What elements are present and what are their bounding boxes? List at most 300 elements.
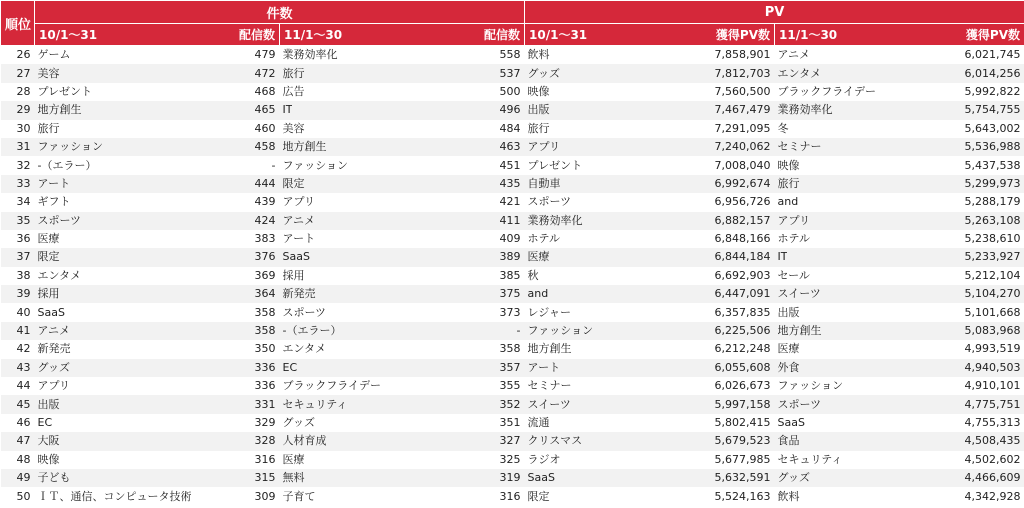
pv-oct-value: 5,802,415	[714, 416, 771, 429]
count-oct-period: 10/1～31	[39, 28, 98, 42]
count-oct-cell	[35, 414, 280, 432]
header-row-groups	[1, 1, 1024, 24]
count-oct-label: EC	[37, 416, 53, 429]
count-oct-label: 医療	[37, 232, 60, 246]
count-nov-label: 広告	[282, 84, 305, 98]
pv-oct-cell	[525, 285, 775, 303]
table-row	[1, 193, 1024, 211]
pv-nov-label: and	[777, 195, 799, 209]
count-oct-value: 336	[254, 379, 276, 393]
count-nov-cell	[280, 120, 525, 138]
count-nov-label: -（エラー）	[282, 324, 342, 338]
count-nov-value: 451	[499, 158, 521, 172]
count-oct-cell	[35, 193, 280, 211]
pv-nov-value: 5,437,538	[964, 158, 1021, 172]
count-nov-value: 385	[499, 268, 521, 282]
count-oct-value: 472	[254, 66, 276, 80]
rank-cell: 28	[1, 83, 35, 101]
count-nov-label: 美容	[282, 121, 305, 135]
pv-nov-period: 11/1～30	[779, 28, 838, 42]
pv-oct-label: 映像	[527, 84, 550, 98]
count-nov-cell	[280, 340, 525, 358]
pv-nov-cell	[775, 230, 1024, 248]
pv-nov-label: アプリ	[777, 213, 811, 227]
count-oct-label: アニメ	[37, 324, 70, 338]
pv-nov-label: スイーツ	[777, 287, 821, 301]
rank-cell: 45	[1, 395, 35, 413]
rank-cell: 50	[1, 487, 35, 505]
pv-nov-label: 地方創生	[777, 324, 822, 338]
pv-nov-label: 食品	[777, 434, 800, 448]
count-oct-cell	[35, 156, 280, 174]
table-row	[1, 359, 1024, 377]
rank-cell: 37	[1, 248, 35, 266]
pv-nov-label: セミナー	[777, 140, 822, 154]
pv-nov-label: 飲料	[777, 489, 800, 503]
rank-cell: 42	[1, 340, 35, 358]
count-oct-cell	[35, 432, 280, 450]
pv-oct-value: 5,679,523	[714, 434, 771, 448]
pv-nov-cell	[775, 285, 1024, 303]
count-oct-value: 358	[254, 324, 276, 338]
rank-cell: 39	[1, 285, 35, 303]
count-oct-value: 350	[254, 342, 276, 356]
pv-nov-value: 6,021,745	[964, 48, 1021, 62]
count-oct-cell	[35, 212, 280, 230]
count-oct-value: 383	[254, 232, 276, 246]
count-oct-cell	[35, 451, 280, 469]
pv-nov-label: 医療	[777, 342, 800, 356]
count-oct-cell	[35, 487, 280, 505]
table-row	[1, 285, 1024, 303]
pv-nov-col: 獲得PV数	[965, 28, 1021, 42]
count-nov-cell	[280, 248, 525, 266]
count-oct-label: エンタメ	[37, 268, 82, 282]
pv-oct-cell	[525, 377, 775, 395]
rank-cell: 34	[1, 193, 35, 211]
count-oct-label: グッズ	[37, 360, 70, 374]
pv-oct-value: 6,357,835	[714, 305, 771, 319]
pv-nov-value: 5,101,668	[964, 305, 1021, 319]
count-oct-label: 旅行	[37, 121, 60, 135]
count-oct-value: 329	[254, 416, 276, 429]
pv-nov-value: 4,910,101	[964, 379, 1021, 393]
count-nov-cell	[280, 487, 525, 505]
table-row	[1, 64, 1024, 82]
count-oct-cell	[35, 248, 280, 266]
pv-nov-label: グッズ	[777, 471, 810, 485]
pv-oct-value: 7,467,479	[714, 103, 771, 117]
count-nov-label: ブラックフライデー	[282, 379, 381, 393]
pv-nov-cell	[775, 267, 1024, 285]
pv-oct-cell	[525, 248, 775, 266]
count-nov-value: 375	[499, 287, 521, 301]
count-nov-label: セキュリティ	[282, 397, 348, 411]
count-nov-label: ファッション	[282, 158, 349, 172]
count-nov-label: エンタメ	[282, 342, 327, 356]
pv-oct-label: アプリ	[527, 140, 561, 154]
pv-nov-value: 5,536,988	[964, 140, 1021, 154]
pv-oct-cell	[525, 83, 775, 101]
count-oct-value: 328	[254, 434, 276, 448]
count-nov-value: 319	[499, 471, 521, 485]
count-nov-value: 325	[499, 452, 521, 466]
pv-oct-label: プレゼント	[527, 158, 583, 172]
count-oct-cell	[35, 469, 280, 487]
count-nov-label: アート	[282, 232, 316, 246]
count-nov-value: 358	[499, 342, 521, 356]
pv-nov-label: アニメ	[777, 48, 810, 62]
pv-nov-cell	[775, 487, 1024, 505]
count-oct-value: 358	[254, 305, 276, 319]
pv-nov-cell	[775, 120, 1024, 138]
rank-cell: 35	[1, 212, 35, 230]
pv-oct-value: 6,225,506	[714, 324, 771, 338]
pv-nov-cell	[775, 377, 1024, 395]
count-oct-cell	[35, 285, 280, 303]
table-row	[1, 395, 1024, 413]
table-row	[1, 340, 1024, 358]
count-nov-label: 採用	[282, 268, 305, 282]
count-oct-cell	[35, 340, 280, 358]
count-nov-cell	[280, 267, 525, 285]
pv-oct-value: 6,447,091	[714, 287, 771, 301]
pv-oct-cell	[525, 432, 775, 450]
pv-nov-label: 映像	[777, 158, 800, 172]
pv-nov-label: 業務効率化	[777, 103, 833, 117]
pv-oct-label: 出版	[527, 103, 550, 117]
pv-nov-cell	[775, 64, 1024, 82]
pv-oct-cell	[525, 193, 775, 211]
pv-nov-value: 5,083,968	[964, 324, 1021, 338]
pv-nov-value: 5,263,108	[964, 213, 1021, 227]
count-oct-label: SaaS	[37, 305, 65, 319]
count-nov-label: アプリ	[282, 195, 316, 209]
count-oct-label: 地方創生	[37, 103, 82, 117]
pv-nov-value: 4,775,751	[964, 397, 1021, 411]
count-nov-cell	[280, 212, 525, 230]
header-row-periods	[1, 24, 1024, 46]
count-nov-cell	[280, 451, 525, 469]
count-oct-cell	[35, 175, 280, 193]
table-row	[1, 303, 1024, 321]
pv-oct-label: 限定	[527, 489, 550, 503]
pv-nov-value: 6,014,256	[964, 66, 1021, 80]
count-nov-label: 業務効率化	[282, 48, 338, 62]
table-row	[1, 156, 1024, 174]
count-nov-value: 558	[499, 48, 521, 62]
pv-oct-cell	[525, 230, 775, 248]
pv-nov-label: エンタメ	[777, 66, 822, 80]
rank-cell: 27	[1, 64, 35, 82]
count-oct-cell	[35, 377, 280, 395]
pv-nov-cell	[775, 303, 1024, 321]
count-oct-label: 映像	[37, 452, 60, 466]
count-oct-cell	[35, 120, 280, 138]
pv-oct-value: 6,956,726	[714, 195, 771, 209]
count-nov-value: 484	[499, 121, 521, 135]
pv-nov-cell	[775, 395, 1024, 413]
pv-oct-label: ファッション	[527, 324, 594, 338]
pv-nov-cell	[775, 83, 1024, 101]
count-nov-value: 500	[499, 84, 521, 98]
count-nov-label: SaaS	[282, 250, 310, 264]
count-oct-value: 315	[254, 471, 276, 485]
pv-nov-cell	[775, 322, 1024, 340]
pv-nov-label: 外食	[777, 360, 800, 374]
pv-nov-cell	[775, 359, 1024, 377]
rank-cell: 33	[1, 175, 35, 193]
rank-cell: 36	[1, 230, 35, 248]
count-oct-label: 出版	[37, 397, 60, 411]
count-nov-cell	[280, 64, 525, 82]
pv-nov-cell	[775, 193, 1024, 211]
count-oct-cell	[35, 267, 280, 285]
count-nov-value: 373	[499, 305, 521, 319]
count-oct-value: 458	[254, 140, 276, 154]
count-nov-cell	[280, 230, 525, 248]
count-oct-label: -（エラー）	[37, 158, 97, 172]
pv-nov-value: 4,993,519	[964, 342, 1021, 356]
pv-nov-value: 5,643,002	[964, 121, 1021, 135]
count-nov-cell	[280, 469, 525, 487]
count-nov-value: 352	[499, 397, 521, 411]
count-nov-value: 435	[499, 176, 521, 190]
rank-cell: 48	[1, 451, 35, 469]
count-oct-label: スポーツ	[37, 213, 82, 227]
count-nov-value: 409	[499, 232, 521, 246]
count-oct-value: 369	[254, 268, 276, 282]
pv-oct-cell	[525, 414, 775, 432]
count-oct-cell	[35, 101, 280, 119]
count-group-header: 件数	[35, 1, 525, 24]
pv-oct-cell	[525, 451, 775, 469]
pv-nov-value: 5,992,822	[964, 84, 1021, 98]
table-row	[1, 120, 1024, 138]
pv-oct-cell	[525, 156, 775, 174]
table-row	[1, 212, 1024, 230]
count-oct-value: 376	[254, 250, 276, 264]
pv-oct-label: SaaS	[527, 471, 555, 485]
pv-nov-cell	[775, 101, 1024, 119]
count-oct-label: 子ども	[37, 471, 71, 485]
pv-oct-cell	[525, 487, 775, 505]
pv-nov-label: 旅行	[777, 176, 800, 190]
table-row	[1, 414, 1024, 432]
count-nov-cell	[280, 285, 525, 303]
pv-oct-cell	[525, 395, 775, 413]
pv-oct-cell	[525, 267, 775, 285]
pv-nov-label: IT	[777, 250, 788, 264]
pv-nov-label: 出版	[777, 305, 800, 319]
pv-oct-value: 7,812,703	[714, 66, 771, 80]
count-oct-value: 444	[254, 176, 276, 190]
pv-nov-cell	[775, 414, 1024, 432]
count-nov-cell	[280, 156, 525, 174]
count-nov-label: IT	[282, 103, 293, 117]
count-oct-value: -	[271, 158, 276, 172]
pv-nov-label: スポーツ	[777, 397, 822, 411]
pv-oct-label: ラジオ	[527, 452, 561, 466]
table-row	[1, 46, 1024, 65]
pv-oct-cell	[525, 469, 775, 487]
pv-nov-value: 5,238,610	[964, 232, 1021, 246]
count-nov-cell	[280, 101, 525, 119]
pv-nov-value: 5,288,179	[964, 195, 1021, 209]
pv-oct-value: 7,560,500	[714, 84, 771, 98]
pv-oct-label: 地方創生	[527, 342, 572, 356]
pv-oct-cell	[525, 120, 775, 138]
pv-oct-value: 7,240,062	[714, 140, 771, 154]
count-oct-label: アプリ	[37, 379, 71, 393]
table-row	[1, 267, 1024, 285]
pv-oct-label: クリスマス	[527, 434, 583, 448]
pv-nov-cell	[775, 432, 1024, 450]
pv-oct-value: 6,882,157	[714, 213, 771, 227]
pv-nov-cell	[775, 138, 1024, 156]
rank-cell: 29	[1, 101, 35, 119]
rank-cell: 44	[1, 377, 35, 395]
pv-nov-cell	[775, 340, 1024, 358]
count-oct-header	[35, 24, 280, 46]
pv-nov-header	[775, 24, 1024, 46]
count-oct-label: ゲーム	[37, 48, 71, 62]
pv-oct-value: 5,997,158	[714, 397, 771, 411]
table-row	[1, 83, 1024, 101]
table-row	[1, 101, 1024, 119]
pv-oct-cell	[525, 101, 775, 119]
pv-nov-cell	[775, 469, 1024, 487]
pv-nov-value: 5,104,270	[964, 287, 1021, 301]
table-row	[1, 432, 1024, 450]
count-nov-cell	[280, 138, 525, 156]
rank-cell: 43	[1, 359, 35, 377]
ranking-rows	[1, 46, 1024, 506]
pv-nov-cell	[775, 451, 1024, 469]
pv-oct-value: 5,632,591	[714, 471, 771, 485]
count-nov-cell	[280, 359, 525, 377]
pv-nov-cell	[775, 175, 1024, 193]
count-nov-label: グッズ	[282, 416, 315, 429]
pv-oct-cell	[525, 46, 775, 65]
pv-nov-cell	[775, 156, 1024, 174]
count-oct-value: 309	[254, 489, 276, 503]
count-oct-cell	[35, 322, 280, 340]
pv-oct-cell	[525, 322, 775, 340]
count-nov-col: 配信数	[484, 28, 521, 42]
pv-oct-value: 6,026,673	[714, 379, 771, 393]
pv-oct-label: 飲料	[527, 48, 550, 62]
pv-oct-label: 旅行	[527, 121, 550, 135]
count-oct-value: 336	[254, 360, 276, 374]
count-oct-cell	[35, 64, 280, 82]
count-nov-cell	[280, 432, 525, 450]
count-oct-label: 美容	[37, 66, 60, 80]
pv-oct-label: 自動車	[527, 176, 561, 190]
count-nov-value: 496	[499, 103, 521, 117]
count-oct-value: 465	[254, 103, 276, 117]
pv-oct-period: 10/1～31	[529, 28, 588, 42]
pv-nov-cell	[775, 248, 1024, 266]
count-nov-header	[280, 24, 525, 46]
pv-oct-label: グッズ	[527, 66, 560, 80]
pv-oct-value: 6,848,166	[714, 232, 771, 246]
count-oct-value: 316	[254, 452, 276, 466]
count-nov-cell	[280, 395, 525, 413]
count-nov-label: アニメ	[282, 213, 315, 227]
count-oct-value: 460	[254, 121, 276, 135]
table-row	[1, 248, 1024, 266]
pv-oct-label: 業務効率化	[527, 213, 583, 227]
count-nov-label: 子育て	[282, 489, 316, 503]
count-oct-cell	[35, 395, 280, 413]
count-oct-label: プレゼント	[37, 84, 93, 98]
pv-oct-header	[525, 24, 775, 46]
table-row	[1, 175, 1024, 193]
rank-cell: 46	[1, 414, 35, 432]
pv-nov-value: 5,212,104	[964, 268, 1021, 282]
pv-nov-cell	[775, 46, 1024, 65]
pv-oct-label: and	[527, 287, 549, 301]
count-nov-cell	[280, 46, 525, 65]
count-oct-label: アート	[37, 176, 71, 190]
count-nov-label: 限定	[282, 176, 305, 190]
count-nov-label: 旅行	[282, 66, 305, 80]
pv-oct-cell	[525, 340, 775, 358]
pv-nov-cell	[775, 212, 1024, 230]
pv-nov-value: 5,754,755	[964, 103, 1021, 117]
count-nov-label: 無料	[282, 471, 305, 485]
table-row	[1, 230, 1024, 248]
count-oct-label: 採用	[37, 287, 60, 301]
pv-oct-col: 獲得PV数	[715, 28, 771, 42]
count-nov-label: 医療	[282, 452, 305, 466]
count-nov-value: 411	[499, 213, 521, 227]
rank-cell: 47	[1, 432, 35, 450]
pv-nov-value: 4,940,503	[964, 360, 1021, 374]
count-oct-value: 479	[254, 48, 276, 62]
pv-nov-value: 4,342,928	[964, 489, 1021, 503]
pv-oct-cell	[525, 175, 775, 193]
pv-nov-label: ブラックフライデー	[777, 84, 876, 98]
count-oct-value: 424	[254, 213, 276, 227]
pv-oct-value: 6,844,184	[714, 250, 771, 264]
count-nov-cell	[280, 83, 525, 101]
pv-oct-label: 秋	[527, 268, 539, 282]
table-row	[1, 322, 1024, 340]
count-oct-cell	[35, 138, 280, 156]
rank-cell: 41	[1, 322, 35, 340]
pv-oct-value: 6,212,248	[714, 342, 771, 356]
count-nov-cell	[280, 322, 525, 340]
pv-group-header: PV	[525, 1, 1024, 24]
count-oct-label: ギフト	[37, 195, 71, 209]
pv-oct-value: 6,992,674	[714, 176, 771, 190]
pv-nov-label: SaaS	[777, 416, 805, 429]
count-nov-value: 316	[499, 489, 521, 503]
pv-oct-value: 7,858,901	[714, 48, 771, 62]
table-row	[1, 487, 1024, 505]
pv-nov-value: 4,502,602	[964, 452, 1021, 466]
count-nov-value: 463	[499, 140, 521, 154]
pv-oct-cell	[525, 303, 775, 321]
pv-oct-value: 7,008,040	[714, 158, 771, 172]
count-nov-label: 新発売	[282, 287, 316, 301]
pv-oct-cell	[525, 64, 775, 82]
pv-oct-value: 5,524,163	[714, 489, 771, 503]
rank-cell: 38	[1, 267, 35, 285]
table-row	[1, 138, 1024, 156]
